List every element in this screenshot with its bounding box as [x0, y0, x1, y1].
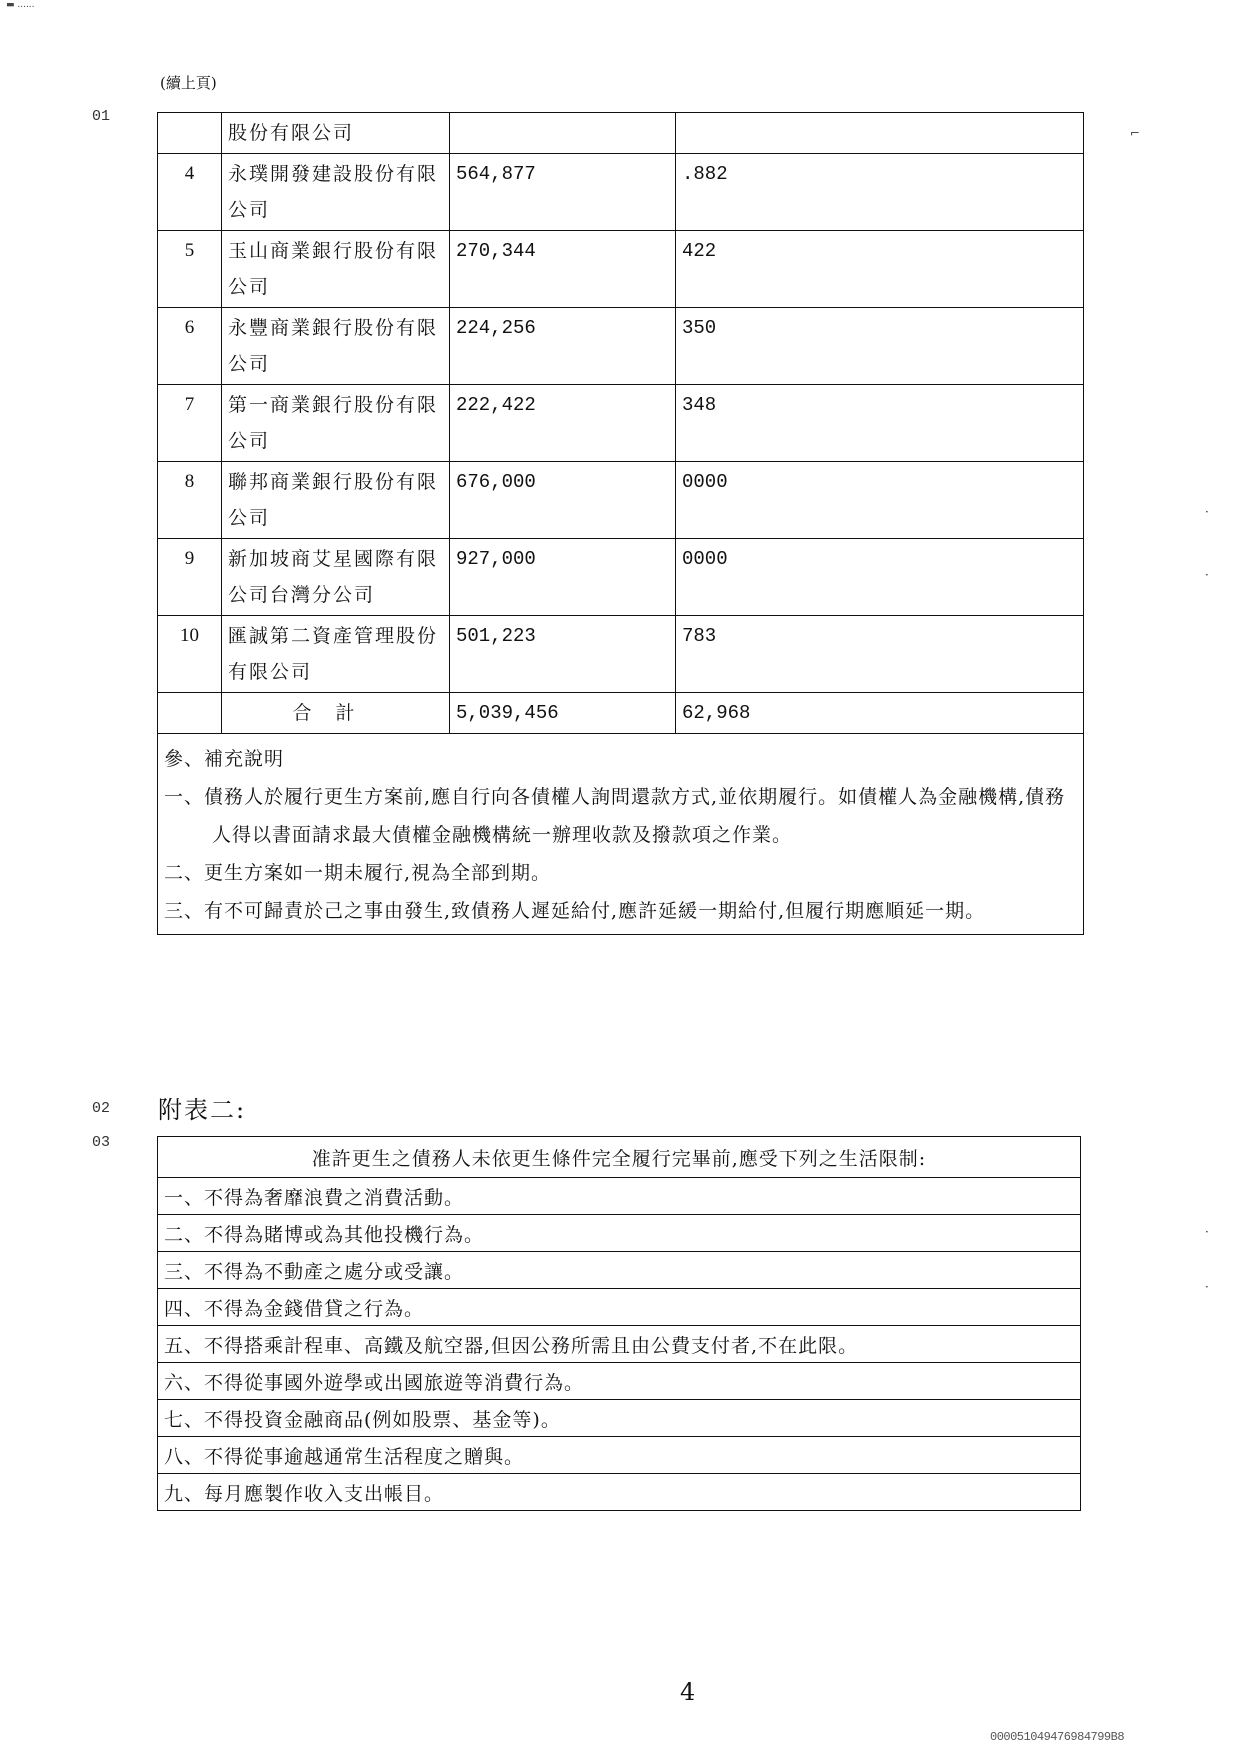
table-row	[158, 1137, 1081, 1178]
restriction-table	[157, 1136, 1081, 1511]
supplement-row	[158, 734, 1084, 935]
creditor-name: 永璞開發建設股份有限公司	[222, 154, 450, 231]
creditor-name: 匯誠第二資產管理股份有限公司	[222, 616, 450, 693]
creditor-name: 第一商業銀行股份有限公司	[222, 385, 450, 462]
appendix-title: 附表二:	[158, 1096, 247, 1124]
restriction-item: 八、不得從事逾越通常生活程度之贈與。	[158, 1437, 1081, 1474]
table-row	[158, 1215, 1081, 1252]
total-label: 合計	[222, 693, 450, 734]
table-row	[158, 308, 1084, 385]
document-code: 000051049476984799B8	[990, 1730, 1125, 1744]
table-row	[158, 1178, 1081, 1215]
monthly-payment: 422	[676, 231, 1084, 308]
creditor-name: 新加坡商艾星國際有限公司台灣分公司	[222, 539, 450, 616]
table-row	[158, 462, 1084, 539]
scan-mark: ⌐	[1130, 126, 1141, 140]
restriction-header: 准許更生之債務人未依更生條件完全履行完畢前,應受下列之生活限制:	[158, 1137, 1081, 1178]
row-number: 9	[158, 539, 222, 616]
creditor-name: 聯邦商業銀行股份有限公司	[222, 462, 450, 539]
line-number: 03	[92, 1134, 111, 1151]
supplement-item: 三、有不可歸責於己之事由發生,致債務人遲延給付,應許延緩一期給付,但履行期應順延一期。	[164, 900, 986, 922]
row-number: 10	[158, 616, 222, 693]
table-row	[158, 154, 1084, 231]
debt-amount: 270,344	[450, 231, 676, 308]
monthly-payment: 0000	[676, 462, 1084, 539]
supplement-item: 二、更生方案如一期未履行,視為全部到期。	[164, 862, 552, 884]
table-row	[158, 385, 1084, 462]
monthly-payment: 348	[676, 385, 1084, 462]
scan-mark: ·	[1205, 1225, 1209, 1239]
monthly-payment: 783	[676, 616, 1084, 693]
debt-amount: 501,223	[450, 616, 676, 693]
row-number: 7	[158, 385, 222, 462]
debt-amount	[450, 113, 676, 154]
table-row	[158, 1400, 1081, 1437]
restriction-item: 四、不得為金錢借貸之行為。	[158, 1289, 1081, 1326]
restriction-item: 五、不得搭乘計程車、高鐵及航空器,但因公務所需且由公費支付者,不在此限。	[158, 1326, 1081, 1363]
debt-amount: 676,000	[450, 462, 676, 539]
table-row	[158, 1474, 1081, 1511]
restriction-item: 九、每月應製作收入支出帳目。	[158, 1474, 1081, 1511]
monthly-payment: 350	[676, 308, 1084, 385]
creditor-name: 永豐商業銀行股份有限公司	[222, 308, 450, 385]
debt-amount: 927,000	[450, 539, 676, 616]
restriction-item: 三、不得為不動產之處分或受讓。	[158, 1252, 1081, 1289]
table-row	[158, 1289, 1081, 1326]
total-amount: 5,039,456	[450, 693, 676, 734]
table-row	[158, 113, 1084, 154]
restriction-item: 六、不得從事國外遊學或出國旅遊等消費行為。	[158, 1363, 1081, 1400]
restriction-item: 七、不得投資金融商品(例如股票、基金等)。	[158, 1400, 1081, 1437]
table-row	[158, 1437, 1081, 1474]
debt-amount: 564,877	[450, 154, 676, 231]
table-row	[158, 539, 1084, 616]
total-monthly: 62,968	[676, 693, 1084, 734]
row-number	[158, 113, 222, 154]
table-row	[158, 1326, 1081, 1363]
row-number: 6	[158, 308, 222, 385]
monthly-payment	[676, 113, 1084, 154]
table-row	[158, 1252, 1081, 1289]
supplement-notes	[158, 734, 1084, 935]
continuation-note: (續上頁)	[160, 74, 217, 92]
scan-mark: ·	[1205, 1280, 1209, 1294]
supplement-item: 一、債務人於履行更生方案前,應自行向各債權人詢問還款方式,並依期履行。如債權人為金融機構,債務人得以書面請求最大債權金融機構統一辦理收款及撥款項之作業。	[164, 786, 1066, 846]
row-number: 5	[158, 231, 222, 308]
restriction-item: 二、不得為賭博或為其他投機行為。	[158, 1215, 1081, 1252]
scan-mark: ·	[1205, 505, 1209, 519]
debt-amount: 222,422	[450, 385, 676, 462]
restriction-item: 一、不得為奢靡浪費之消費活動。	[158, 1178, 1081, 1215]
debt-amount: 224,256	[450, 308, 676, 385]
total-row	[158, 693, 1084, 734]
scan-stamp: ▬ ......	[6, 0, 35, 10]
line-number: 01	[92, 108, 111, 125]
table-row	[158, 1363, 1081, 1400]
creditor-name: 玉山商業銀行股份有限公司	[222, 231, 450, 308]
table-row	[158, 616, 1084, 693]
scan-mark: ·	[1205, 568, 1209, 582]
table-row	[158, 231, 1084, 308]
row-number: 8	[158, 462, 222, 539]
monthly-payment: .882	[676, 154, 1084, 231]
line-number: 02	[92, 1100, 111, 1117]
creditor-name: 股份有限公司	[222, 113, 450, 154]
page-number: 4	[680, 1678, 696, 1706]
supplement-title: 參、補充說明	[164, 748, 285, 770]
row-number: 4	[158, 154, 222, 231]
monthly-payment: 0000	[676, 539, 1084, 616]
creditor-table	[157, 112, 1084, 935]
